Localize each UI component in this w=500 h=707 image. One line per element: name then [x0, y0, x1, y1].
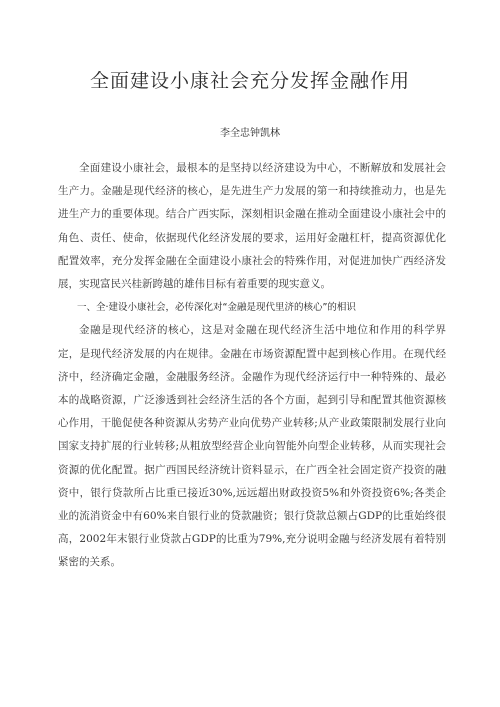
section-paragraph: 金融是现代经济的核心，这是对金融在现代经济生活中地位和作用的科学界定，是现代经济发展的内在规律。金融在市场资源配置中起到核心作用。在现代经济中，经济确定金融，金融服务经济。金融作为现代经济运行中一种特殊的、最必本的战略资源，广泛渗透到社会经济生活的各个方面，起到引导和配置其他资源核心作用，干脆促使各种资源从劣势产业向优势产业转移;从产业政策限制发展行业向国家支持扩展的行业转移;从粗放型经营企业向智能外向型企业转移，从而实现社会资源的优化配置。据广西国民经济统计资料显示，在广西全社会固定资产投资的融资中，银行贷款所占比重已接近30%,远远超出财政投资5%和外资投资6%;各类企业的流消资金中有60%来自银行业的贷款融资；银行贷款总额占GDP的比重始终很高，2002年末银行业贷款占GDP的比重为79%,充分说明金融与经济发展有着特别紧密的关系。 [58, 324, 446, 569]
document-authors: 李全忠钟凯林 [220, 128, 280, 139]
intro-paragraph: 全面建设小康社会，最根本的是坚持以经济建设为中心，不断解放和发展社会生产力。金融是现代经济的核心，是先进生产力发展的第一和持续推动力，也是先进生产力的重要体现。结合广西实际，深刻相识金融在推动全面建设小康社会中的角色、责任、使命，依据现代化经济发展的要求，运用好金融杠杆，提高资源优化配置效率，充分发挥金融在全面建设小康社会的特殊作用，对促进加快广西经济发展，实现富民兴桂新跨越的雄伟目标有着重要的现实意义。 [58, 162, 446, 291]
document-title: 全面建设小康社会充分发挥金融作用 [89, 70, 410, 92]
document-body [58, 157, 446, 575]
section-heading: 一、全·建设小康社会，必传深化对“金融是现代里济的核心”的相识 [77, 302, 356, 314]
